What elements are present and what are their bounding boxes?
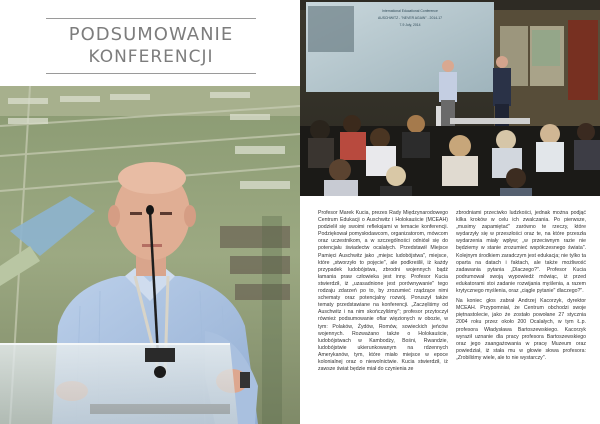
speaker-photo [0,86,300,424]
conference-hall-illustration [300,0,600,196]
title-line-2: KONFERENCJI [88,47,214,67]
article-column-1 [318,210,448,376]
title-top-rule [46,18,256,19]
speaker-photo-illustration [0,86,300,424]
screen-title: International Educational Conference [382,9,438,13]
conference-hall-photo [300,0,600,196]
section-title [46,18,256,74]
article-body [316,210,592,422]
screen-date: 7-9 July, 2014 [399,23,421,27]
article-paragraph: Na koniec głos zabrał Andrzej Kacorzyk, dyrektor MCEAH. Przypomniał, że Centrum obchodzi swoje piętnastolecie, jako że zostało powołane 27 stycznia 2004 roku przez około 200 Ocalałych, w tym Ł.p. profesora Władysława Bartoszewskiego. Kacorzyk wyraził uznanie dla pracy profesora Bartoszewskiego oraz jego zaangażowania w pracę Muzeum oraz powiedział, iż stała mu w głowie słowa profesora: „Zrobiliśmy wiele, ale to nie wystarczy". [456,298,586,361]
article-column-2 [456,210,586,365]
article-paragraph: zbrodniami przeciwko ludzkości, jednak można podjąć kilka kroków w celu ich zwalczania. Po pierwsze, „musimy zapamiętać" zarówno te rzeczy, które wydarzyły się w przeszłości oraz te, na które przeszła wydarzenia miały wpływ; „w przeciwnym razie nie będziemy w stanie zrozumieć współczesnego świata". Kolejnym środkiem zaradczym jest edukacja; nie tylko ta oparta na datach i faktach, ale także możliwość zadawania pytania „Dlaczego?". Profesor Kucia podrumował swoją wypowiedź mówiąc, iż przed edukatorami stoi zadanie rozwijania myślenia, a razem krytycznego myślenia, oraz „ciągle pytanie" dlaczego?". [456,210,586,295]
screen-subtitle: AUSCHWITZ - "NEVER AGAIN" - 2014-17 [377,16,443,20]
article-paragraph: Profesor Marek Kucia, prezes Rady Międzynarodowego Centrum Edukacji o Auschwitz i Holokauście (MCEAH) podzielił się swoimi refleksjami w temacie konferencji. Podziękował pomysłodawcom, organizatorom, mówcom oraz uczestnikom, a w szczególności odniósł się do potencjału świadectw ocalałych. Przedstawił Miejsce Pamięci Auschwitz jako „miejsc ludobójstwa", miejsce, które „stworzyło to pojęcie", ale podkreślił, iż każdy przypadek ludobójstwa, zbrodni wojennych bądź łamania praw człowieka jest inny. Profesor Kucia stwierdził, iż „uzasadnione jest porównywanie" tego rodzaju zdarzeń po to, by zrozumieć rządzące nimi schematy oraz potencjalny rozwój. Poruszył także tematy przedstawiane na konferencji. „Zaczęliśmy od Auschwitz i na nim skończyliśmy"; profesor przytoczył również podsumowanie ofiar więzionych w obozie, w tym: Polaków, Żydów, Romów, sowieckich jeńców wojennych. Rozważano także o Holokauście, ludobójstwach w Kambodży, Bośni, Rwandzie, ludobójstwie ukierunkowanym na rdzennych Amerykanów, tym, które miało miejsce w epoce kolonialnej oraz o niewolnictwie. Kucia stwierdził, iż zawsze świat będzie miał do czynienia ze [318,210,448,373]
title-bottom-rule [46,73,256,74]
right-page [300,0,600,424]
title-line-1: PODSUMOWANIE [68,24,234,45]
